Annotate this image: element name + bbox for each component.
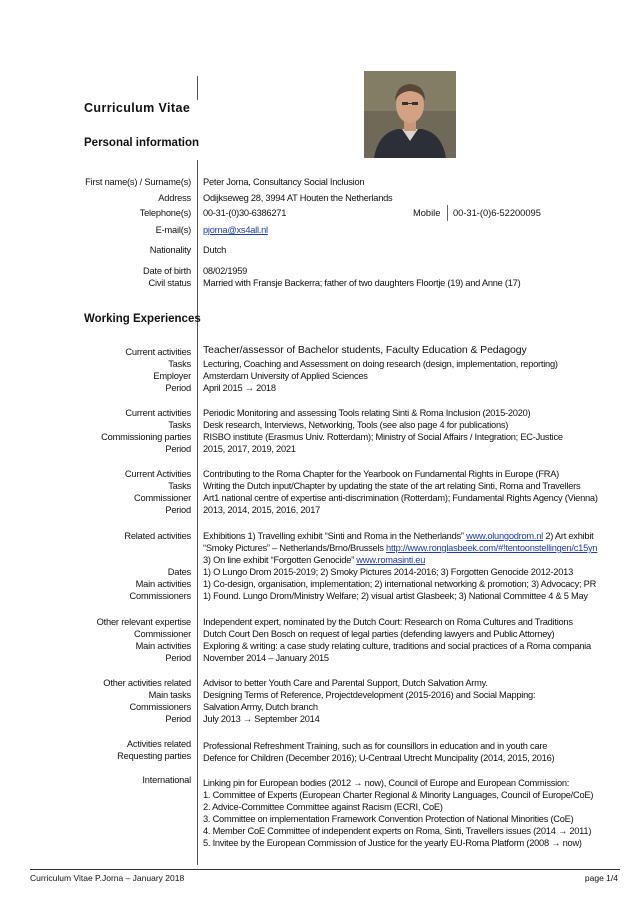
b5-label: Main activities (135, 641, 191, 651)
b6-label: Commissioners (129, 702, 191, 712)
b8-line: 2. Advice-Committee Committee against Racism (ECRI, CoE) (203, 802, 443, 812)
telephone-label: Telephone(s) (139, 208, 191, 218)
page-number: page 1/4 (584, 873, 618, 883)
address-value: Odijkseweg 28, 3994 AT Houten the Netherlands (203, 193, 393, 203)
romasinti-link[interactable]: www.romasinti.eu (356, 555, 426, 565)
b6-line: Designing Terms of Reference, Projectdevelopment (2015-2016) and Social Mapping: (203, 690, 536, 700)
b7-line: Defence for Children (December 2016); U-Centraal Utrecht Muncipality (2014, 2015, 2016) (203, 753, 555, 763)
mobile-divider (447, 205, 448, 221)
b5-line: Exploring & writing: a case study relating culture, traditions and social practices of a Roma compania (203, 641, 591, 651)
b3-label: Current Activities (124, 469, 191, 479)
b8-line: 3. Committee on implementation Framework Convention Protection of National Minorities (CoE) (203, 814, 574, 824)
b5-label: Commissioner (133, 629, 191, 639)
dob-label: Date of birth (142, 266, 191, 276)
b1-label: Employer (153, 371, 191, 381)
b1-label: Tasks (168, 359, 191, 369)
footer-divider (30, 869, 620, 870)
nationality-value: Dutch (203, 245, 227, 255)
b5-label: Other relevant expertise (96, 617, 191, 627)
b1-line: Amsterdam University of Applied Sciences (203, 371, 368, 381)
mobile-label: Mobile (413, 208, 441, 218)
b8-line: Linking pin for European bodies (2012 → now), Council of Europe and European Commission: (203, 778, 570, 788)
civil-status-label: Civil status (148, 278, 191, 288)
b4-line: 1) O Lungo Drom 2015-2019; 2) Smoky Pictures 2014-2016; 3) Forgotten Genocide 2012-2013 (203, 567, 573, 577)
b6-line: Salvation Army, Dutch branch (203, 702, 318, 712)
b7-line: Professional Refreshment Training, such as for counsillors in education and in youth care (203, 741, 548, 751)
b8-line: 5. Invitee by the European Commission of Justice for the yearly EU-Roma Platform (2008 → now) (203, 838, 582, 848)
personal-info-heading: Personal information (84, 137, 200, 149)
b4-line-1 (203, 531, 594, 542)
portrait-photo (364, 71, 456, 158)
b1-label: Period (165, 383, 191, 393)
b5-label: Period (165, 653, 191, 663)
column-divider (197, 160, 198, 865)
column-divider-top (197, 76, 198, 100)
email-link[interactable]: pjorna@xs4all.nl (203, 225, 268, 235)
b4-line: 1) Co-design, organisation, implementation; 2) international networking & promotion; 3) Advocacy; PR (203, 579, 597, 589)
email-label: E-mail(s) (155, 225, 191, 235)
b3-label: Period (165, 505, 191, 515)
b4-label: Related activities (124, 531, 191, 541)
civil-status-value: Married with Fransje Backerra; father of two daughters Floortje (19) and Anne (17) (203, 278, 521, 288)
b4-line-2 (203, 543, 597, 554)
b1-label: Current activities (125, 347, 191, 357)
b7-label: Requesting parties (117, 751, 191, 761)
b2-label: Current activities (125, 408, 191, 418)
olungodrom-link[interactable]: www.olungodrom.nl (466, 531, 543, 541)
b6-label: Main tasks (148, 690, 191, 700)
nationality-label: Nationality (149, 245, 191, 255)
b1-line: Teacher/assessor of Bachelor students, Faculty Education & Pedagogy (203, 344, 527, 356)
b4-label: Dates (167, 567, 191, 577)
b3-line: Art1 national centre of expertise anti-discrimination (Rotterdam); Fundamental Rights Agency (Vienna) (203, 493, 598, 503)
b2-label: Tasks (168, 420, 191, 430)
glasbeek-link[interactable]: http://www.ronglasbeek.com/#!tentoonstellingen/c15yn (386, 543, 598, 553)
b3-label: Tasks (168, 481, 191, 491)
mobile-value: 00-31-(0)6-52200095 (453, 208, 541, 218)
b6-line: July 2013 → September 2014 (203, 714, 320, 724)
b4-text: “Smoky Pictures” – Netherlands/Brno/Brussels (203, 543, 387, 553)
name-label: First name(s) / Surname(s) (85, 177, 191, 187)
b8-line: 1. Committee of Experts (European Charter Regional & Minority Languages, Council of Europe/CoE) (203, 790, 594, 800)
b4-text: 2) Art exhibit (543, 531, 594, 541)
footer-text: Curriculum Vitae P.Jorna – January 2018 (30, 873, 185, 883)
b5-line: November 2014 – January 2015 (203, 653, 329, 663)
b3-label: Commissioner (133, 493, 191, 503)
b6-label: Other activities related (103, 678, 191, 688)
b4-label: Main activities (135, 579, 191, 589)
b8-line: 4. Member CoE Committee of independent experts on Roma, Sinti, Travellers issues (2014 → 2011) (203, 826, 592, 836)
name-value: Peter Jorna, Consultancy Social Inclusion (203, 177, 365, 187)
b7-label: Activities related (126, 739, 191, 749)
b4-label: Commissioners (129, 591, 191, 601)
b5-line: Independent expert, nominated by the Dutch Court: Research on Roma Cultures and Traditions (203, 617, 573, 627)
page-title: Curriculum Vitae (84, 101, 191, 115)
b1-line: Lecturing, Coaching and Assessment on doing research (design, implementation, reporting) (203, 359, 558, 369)
b3-line: Contributing to the Roma Chapter for the Yearbook on Fundamental Rights in Europe (FRA) (203, 469, 560, 479)
b4-text: Exhibitions 1) Travelling exhibit “Sinti and Roma in the Netherlands” (203, 531, 467, 541)
b1-line: April 2015 → 2018 (203, 383, 276, 393)
b2-line: Desk research, Interviews, Networking, Tools (see also page 4 for publications) (203, 420, 509, 430)
b4-line: 1) Found. Lungo Drom/Ministry Welfare; 2) visual artist Glasbeek; 3) National Committee 4 & 5 May (203, 591, 588, 601)
b2-line: Periodic Monitoring and assessing Tools relating Sinti & Roma Inclusion (2015-2020) (203, 408, 531, 418)
portrait-icon (364, 71, 456, 158)
telephone-value: 00-31-(0)30-6386271 (203, 208, 287, 218)
address-label: Address (158, 193, 191, 203)
b2-line: 2015, 2017, 2019, 2021 (203, 444, 296, 454)
b2-label: Commissioning parties (101, 432, 191, 442)
b5-line: Dutch Court Den Bosch on request of legal parties (defending lawyers and Public Attorney) (203, 629, 555, 639)
dob-value: 08/02/1959 (203, 266, 248, 276)
b2-label: Period (165, 444, 191, 454)
b3-line: Writing the Dutch input/Chapter by updating the state of the art relating Sinti, Roma and Travellers (203, 481, 581, 491)
b2-line: RISBO institute (Erasmus Univ. Rotterdam); Ministry of Social Affairs / Integration; EC-Justice (203, 432, 563, 442)
b8-label: International (142, 775, 191, 785)
work-heading: Working Experiences (84, 313, 201, 325)
b6-label: Period (165, 714, 191, 724)
b6-line: Advisor to better Youth Care and Parental Support, Dutch Salvation Army. (203, 678, 488, 688)
b4-line-3 (203, 555, 425, 566)
b4-text: 3) On line exhibit “Forgotten Genocide” (203, 555, 357, 565)
b3-line: 2013, 2014, 2015, 2016, 2017 (203, 505, 321, 515)
